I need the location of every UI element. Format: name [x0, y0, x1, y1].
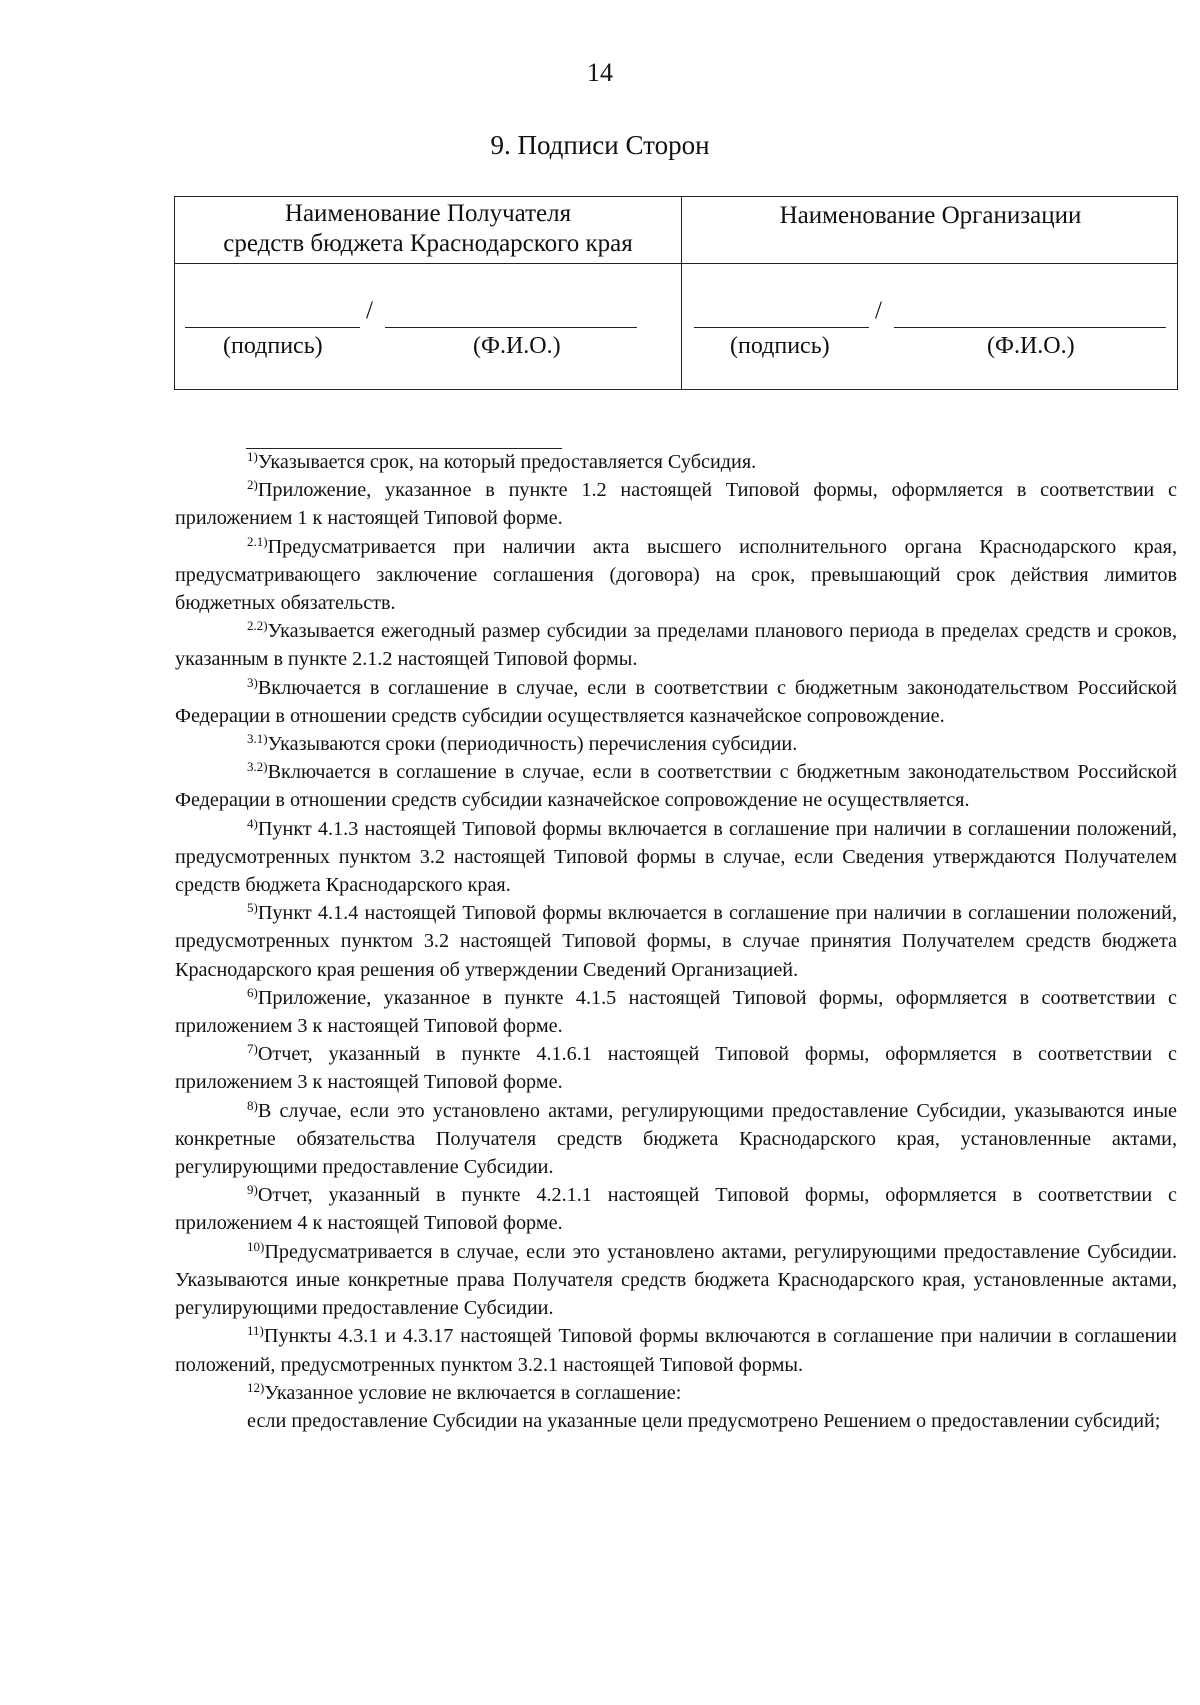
recipient-header [175, 199, 681, 259]
footnote-text: В случае, если это установлено актами, регулирующими предоставление Субсидии, указываются иные конкретные обязательства Получателя средств бюджета Краснодарского края, установленные актами, регулирующими предоставление Субсидии. [175, 1099, 1177, 1179]
footnote [175, 533, 1177, 618]
footnote [175, 476, 1177, 532]
footnote-mark: 7) [247, 1041, 258, 1057]
footnotes [175, 448, 1177, 1435]
footnote [175, 617, 1177, 673]
footnote-text: Включается в соглашение в случае, если в соответствии с бюджетным законодательством Российской Федерации в отношении средств субсидии осуществляется казначейское сопровождение. [175, 676, 1177, 727]
signature-table [174, 196, 1178, 390]
recipient-header-line1: Наименование Получателя [284, 200, 572, 227]
footnote [175, 984, 1177, 1040]
organization-name-label: (Ф.И.О.) [987, 333, 1075, 359]
footnote-mark: 1) [247, 449, 258, 464]
organization-signature-line [694, 327, 869, 328]
footnote [175, 1097, 1177, 1182]
footnote [175, 1322, 1177, 1378]
footnote-mark: 2.2) [247, 618, 268, 634]
footnote-text: Указанное условие не включается в соглашение: [264, 1381, 682, 1404]
footnote-mark: 11) [247, 1323, 264, 1339]
footnote [175, 758, 1177, 814]
section-title: 9. Подписи Сторон [490, 130, 710, 160]
footnote-mark: 2) [247, 477, 258, 493]
footnote-text: Предусматривается в случае, если это установлено актами, регулирующими предоставление Субсидии. Указываются иные конкретные права Получателя средств бюджета Краснодарского края, установленные актами, регулирующими предоставление Субсидии. [175, 1240, 1177, 1320]
footnote-text: Указывается срок, на который предоставляется Субсидия. [257, 451, 757, 473]
footnote-mark: 2.1) [247, 533, 268, 549]
footnote-text: Приложение, указанное в пункте 4.1.5 настоящей Типовой формы, оформляется в соответствии с приложением 3 к настоящей Типовой форме. [175, 986, 1177, 1038]
organization-signature-label: (подпись) [730, 333, 830, 359]
recipient-name-label: (Ф.И.О.) [473, 333, 561, 359]
footnote-mark: 4) [247, 815, 258, 831]
footnote-mark: 6) [247, 984, 258, 1000]
footnote-text: Включается в соглашение в случае, если в соответствии с бюджетным законодательством Российской Федерации в отношении средств субсидии казначейское сопровождение не осуществляется. [175, 761, 1177, 812]
recipient-signature-label: (подпись) [223, 333, 323, 359]
footnote-text: Пункты 4.3.1 и 4.3.17 настоящей Типовой формы включаются в соглашение при наличии в соглашении положений, предусмотренных пунктом 3.2.1 настоящей Типовой формы. [175, 1325, 1177, 1376]
footnote-text: Отчет, указанный в пункте 4.2.1.1 настоящей Типовой формы, оформляется в соответствии с приложением 4 к настоящей Типовой форме. [175, 1184, 1177, 1235]
footnote-mark: 5) [247, 900, 258, 916]
organization-name-line [894, 327, 1166, 328]
footnote [175, 815, 1177, 900]
footnote [175, 1238, 1177, 1323]
footnote-mark: 10) [247, 1238, 265, 1254]
footnote-text: Предусматривается при наличии акта высшего исполнительного органа Краснодарского края, предусматривающего заключение соглашения (договора) на срок, превышающий срок действия лимитов бюджетных обязательств. [175, 535, 1177, 615]
recipient-name-line [385, 327, 637, 328]
recipient-slash: / [366, 297, 373, 324]
page-number: 14 [587, 58, 613, 87]
footnote-mark: 9) [247, 1182, 258, 1198]
footnote-text: Указываются сроки (периодичность) перечисления субсидии. [267, 733, 798, 756]
footnote-text: Приложение, указанное в пункте 1.2 настоящей Типовой формы, оформляется в соответствии с приложением 1 к настоящей Типовой форме. [175, 479, 1177, 530]
footnote-mark: 12) [247, 1379, 265, 1395]
continuation-text: если предоставление Субсидии на указанные цели предусмотрено Решением о предоставлении субсидий; [247, 1409, 1161, 1432]
footnote [175, 1181, 1177, 1237]
footnote [175, 1040, 1177, 1096]
footnote-text: Отчет, указанный в пункте 4.1.6.1 настоящей Типовой формы, оформляется в соответствии с приложением 3 к настоящей Типовой форме. [175, 1043, 1177, 1094]
footnote-mark: 3.2) [247, 759, 268, 775]
footnote-mark: 3) [247, 674, 258, 690]
footnote-text: Пункт 4.1.3 настоящей Типовой формы включается в соглашение при наличии в соглашении положений, предусмотренных пунктом 3.2 настоящей Типовой формы в случае, если Сведения утверждаются Получателем средств бюджета Краснодарского края. [175, 817, 1177, 897]
footnote-text: Указывается ежегодный размер субсидии за пределами планового периода в пределах средств и сроков, указанным в пункте 2.1.2 настоящей Типовой формы. [175, 620, 1177, 671]
footnote [175, 674, 1177, 730]
footnote [175, 730, 1177, 758]
organization-slash: / [875, 297, 882, 324]
footnote [175, 1379, 1177, 1407]
footnote-mark: 8) [247, 1097, 258, 1113]
footnote-text: Пункт 4.1.4 настоящей Типовой формы включается в соглашение при наличии в соглашении положений, предусмотренных пунктом 3.2 настоящей Типовой формы, в случае принятия Получателем средств бюджета Краснодарского края решения об утверждении Сведений Организацией. [175, 902, 1177, 981]
footnote [175, 448, 1177, 476]
footnote-mark: 3.1) [247, 731, 268, 747]
organization-header: Наименование Организации [779, 202, 1082, 229]
footnote [175, 899, 1177, 984]
recipient-header-line2: средств бюджета Краснодарского края [223, 230, 633, 257]
recipient-signature-line [185, 327, 360, 328]
